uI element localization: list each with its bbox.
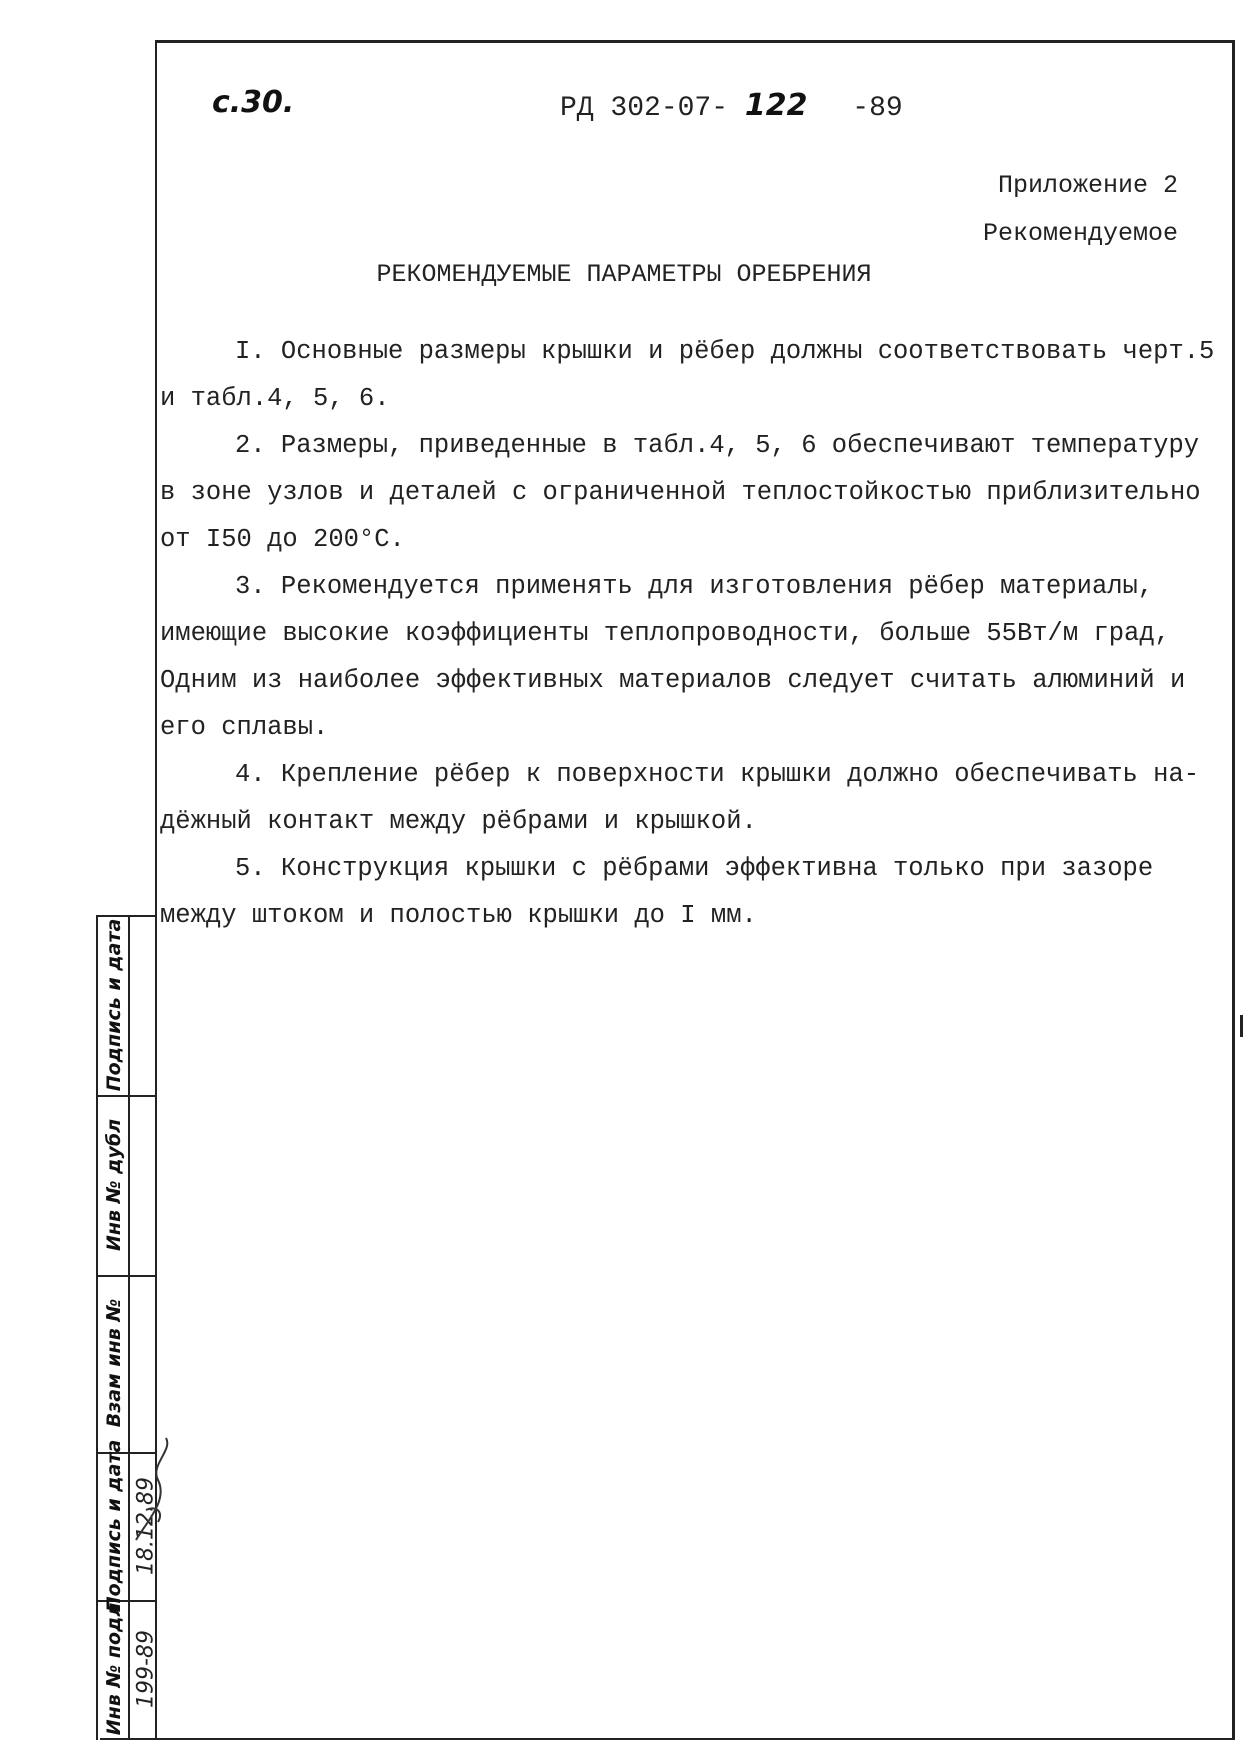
appendix-status: Рекомендуемое bbox=[982, 219, 1178, 248]
paragraph-line: 3. Рекомендуется применять для изготовления рёбер материалы, bbox=[235, 572, 1154, 601]
margin-mark bbox=[1240, 1015, 1243, 1037]
paragraph-line: от I50 до 200°С. bbox=[160, 525, 405, 554]
paragraph-line: Одним из наиболее эффективных материалов следует считать алюминий и bbox=[160, 666, 1186, 695]
paragraph-4 bbox=[160, 751, 1220, 845]
document-code-suffix: -89 bbox=[852, 93, 903, 124]
paragraph-line: дёжный контакт между рёбрами и крышкой. bbox=[160, 807, 757, 836]
frame-bottom-border bbox=[100, 1738, 1235, 1740]
document-title: РЕКОМЕНДУЕМЫЕ ПАРАМЕТРЫ ОРЕБРЕНИЯ bbox=[376, 260, 872, 289]
stamp-label-inv-duplicate: Инв № дубл bbox=[103, 1118, 125, 1252]
document-code-prefix: РД 302-07- bbox=[560, 93, 729, 124]
paragraph-line: 4. Крепление рёбер к поверхности крышки должно обеспечивать на- bbox=[235, 760, 1200, 789]
paragraph-5 bbox=[160, 845, 1220, 939]
paragraph-line: 2. Размеры, приведенные в табл.4, 5, 6 обеспечивают температуру bbox=[235, 431, 1200, 460]
stamp-label-signature-date-2: Подпись и дата bbox=[103, 918, 125, 1092]
stamp-value-inv-original: 199-89 bbox=[133, 1630, 159, 1708]
stamp-label-inv-original: Инв № подл bbox=[103, 1602, 125, 1736]
stamp-border-inner bbox=[128, 915, 130, 1740]
paragraph-line: в зоне узлов и деталей с ограниченной теплостойкостью приблизительно bbox=[160, 478, 1201, 507]
paragraph-line: 5. Конструкция крышки с рёбрами эффективна только при зазоре bbox=[235, 854, 1154, 883]
appendix-block bbox=[983, 162, 1178, 258]
body-text bbox=[160, 328, 1220, 939]
paragraph-line: между штоком и полостью крышки до I мм. bbox=[160, 901, 757, 930]
frame-top-border bbox=[155, 40, 1235, 43]
handwritten-signature bbox=[128, 1430, 188, 1550]
appendix-label: Приложение 2 bbox=[997, 171, 1178, 200]
paragraph-2 bbox=[160, 422, 1220, 563]
paragraph-line: имеющие высокие коэффициенты теплопроводности, больше 55Вт/м град, bbox=[160, 619, 1170, 648]
frame-right-border bbox=[1232, 40, 1235, 1740]
paragraph-3 bbox=[160, 563, 1220, 751]
page-number: с.30. bbox=[212, 85, 295, 120]
stamp-label-replacement-inv: Взам инв № bbox=[103, 1298, 125, 1428]
stamp-label-signature-date: Подпись и дата bbox=[103, 1439, 125, 1613]
stamp-divider bbox=[96, 915, 156, 917]
paragraph-line: I. Основные размеры крышки и рёбер должны соответствовать черт.5 bbox=[235, 337, 1215, 366]
stamp-divider bbox=[96, 1095, 156, 1097]
paragraph-1 bbox=[160, 328, 1220, 422]
document-code bbox=[560, 88, 903, 124]
stamp-divider bbox=[96, 1275, 156, 1277]
stamp-border-left bbox=[96, 915, 98, 1740]
paragraph-line: его сплавы. bbox=[160, 713, 329, 742]
stamp-value-signature-date: 18.12.89 bbox=[133, 1477, 159, 1575]
document-code-number: 122 bbox=[744, 88, 808, 123]
paragraph-line: и табл.4, 5, 6. bbox=[160, 384, 390, 413]
